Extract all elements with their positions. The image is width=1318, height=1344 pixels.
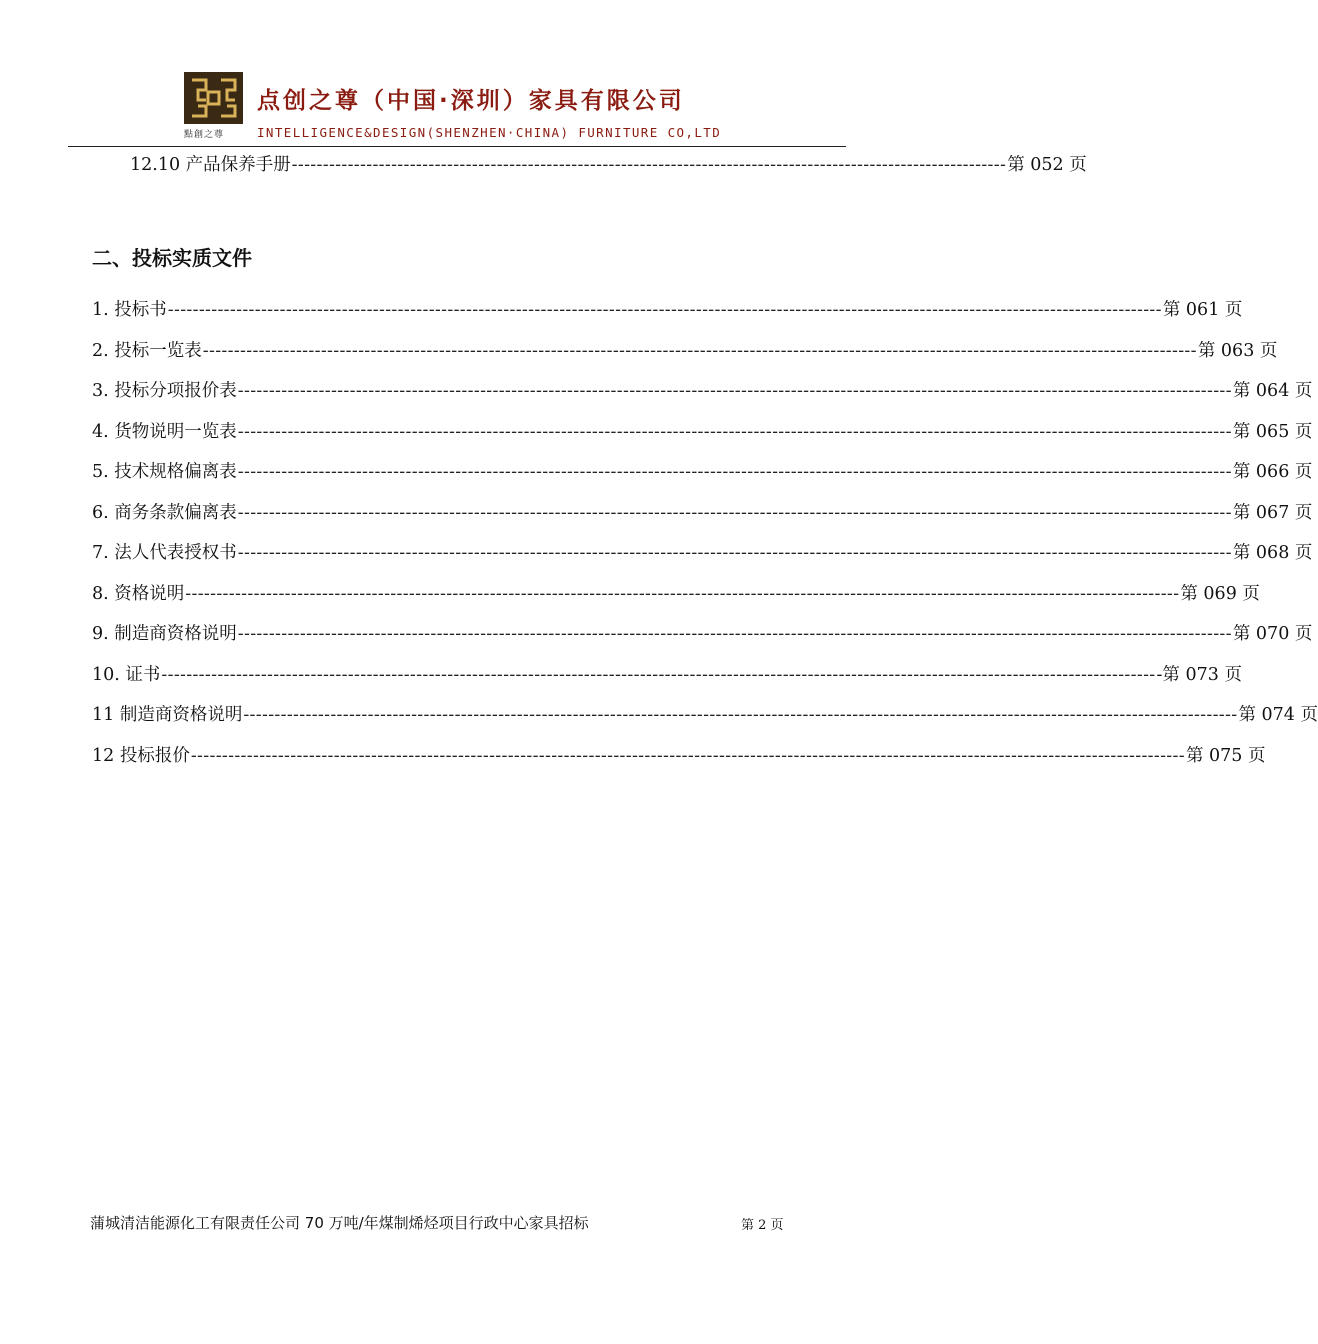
toc-row[interactable] xyxy=(92,661,1242,686)
toc-leader: ---------------------------------------------------------------------------------------------------------------------------------------------------------------- xyxy=(237,543,1232,563)
toc-row[interactable] xyxy=(92,296,1243,321)
toc-item-title: 2. 投标一览表 xyxy=(92,341,202,361)
toc-item-title: 1. 投标书 xyxy=(92,300,167,320)
toc-item-title: 12.10 产品保养手册 xyxy=(130,155,291,175)
toc-item-page: 第 061 页 xyxy=(1162,300,1243,320)
toc-item-title: 12 投标报价 xyxy=(92,746,190,766)
toc-row[interactable] xyxy=(92,499,1313,524)
toc-row[interactable] xyxy=(92,418,1313,443)
toc-leader: ---------------------------------------------------------------------------------------------------------------------------------------------------------------- xyxy=(237,462,1232,482)
toc-row[interactable] xyxy=(92,377,1313,402)
toc-row[interactable] xyxy=(92,742,1266,767)
toc-row[interactable] xyxy=(92,580,1260,605)
footer-project-title: 蒲城清洁能源化工有限责任公司 70 万吨/年煤制烯烃项目行政中心家具招标 xyxy=(90,1214,589,1232)
toc-leader: ---------------------------------------------------------------------------------------------------------------------------------------------------------------- xyxy=(237,624,1232,644)
toc-item-title: 8. 资格说明 xyxy=(92,584,185,604)
toc-row[interactable] xyxy=(92,620,1313,645)
toc-leader: ---------------------------------------------------------------------------------------------------------------------------------------------------------------- xyxy=(202,341,1197,361)
toc-item-page: 第 074 页 xyxy=(1238,705,1318,725)
toc-item-page: 第 068 页 xyxy=(1232,543,1313,563)
toc-row-carryover[interactable] xyxy=(130,151,1087,176)
toc-leader: ---------------------------------------------------------------------------------------------------------------------------------------------------------------- xyxy=(237,503,1232,523)
toc-item-title: 4. 货物说明一览表 xyxy=(92,422,237,442)
toc-item-title: 6. 商务条款偏离表 xyxy=(92,503,237,523)
toc-item-page: 第 052 页 xyxy=(1007,155,1087,175)
toc-item-title: 9. 制造商资格说明 xyxy=(92,624,237,644)
toc-item-page: 第 069 页 xyxy=(1180,584,1260,604)
toc-item-page: 第 066 页 xyxy=(1232,462,1313,482)
toc-row[interactable] xyxy=(92,539,1313,564)
logo-caption: 點創之尊 xyxy=(184,130,225,140)
toc-leader: ---------------------------------------------------------------------------------------------------------------------------------------------------------------- xyxy=(237,422,1232,442)
toc-leader: ------------------------------------------------------------------------------------------------------------------- xyxy=(291,155,1007,175)
section-heading: 二、投标实质文件 xyxy=(92,246,252,270)
toc-leader: ---------------------------------------------------------------------------------------------------------------------------------------------------------------- xyxy=(243,705,1238,725)
toc-leader: ---------------------------------------------------------------------------------------------------------------------------------------------------------------- xyxy=(167,300,1162,320)
toc-item-page: -第 073 页 xyxy=(1156,665,1242,685)
toc-item-page: 第 075 页 xyxy=(1185,746,1266,766)
toc-row[interactable] xyxy=(92,458,1313,483)
header-divider xyxy=(68,146,846,147)
toc-item-title: 7. 法人代表授权书 xyxy=(92,543,237,563)
toc-item-page: 第 070 页 xyxy=(1232,624,1313,644)
toc-item-page: 第 065 页 xyxy=(1232,422,1313,442)
toc-item-title: 3. 投标分项报价表 xyxy=(92,381,237,401)
toc-item-page: 第 063 页 xyxy=(1197,341,1278,361)
toc-item-page: 第 064 页 xyxy=(1232,381,1313,401)
toc-leader: ---------------------------------------------------------------------------------------------------------------------------------------------------------------- xyxy=(237,381,1232,401)
toc-item-title: 5. 技术规格偏离表 xyxy=(92,462,237,482)
footer-page-number: 第 2 页 xyxy=(741,1218,784,1233)
company-logo-icon xyxy=(184,72,243,124)
toc-leader: ---------------------------------------------------------------------------------------------------------------------------------------------------------------- xyxy=(161,665,1156,685)
toc-item-title: 10. 证书 xyxy=(92,665,161,685)
toc-leader: ---------------------------------------------------------------------------------------------------------------------------------------------------------------- xyxy=(190,746,1185,766)
toc-row[interactable] xyxy=(92,337,1278,362)
toc-row[interactable] xyxy=(92,701,1318,726)
company-name-cn: 点创之尊（中国·深圳）家具有限公司 xyxy=(257,88,685,114)
toc-item-title: 11 制造商资格说明 xyxy=(92,705,243,725)
toc-leader: ---------------------------------------------------------------------------------------------------------------------------------------------------------------- xyxy=(185,584,1180,604)
toc-item-page: 第 067 页 xyxy=(1232,503,1313,523)
company-name-en: INTELLIGENCE&DESIGN(SHENZHEN·CHINA) FURNITURE CO,LTD xyxy=(257,125,722,140)
